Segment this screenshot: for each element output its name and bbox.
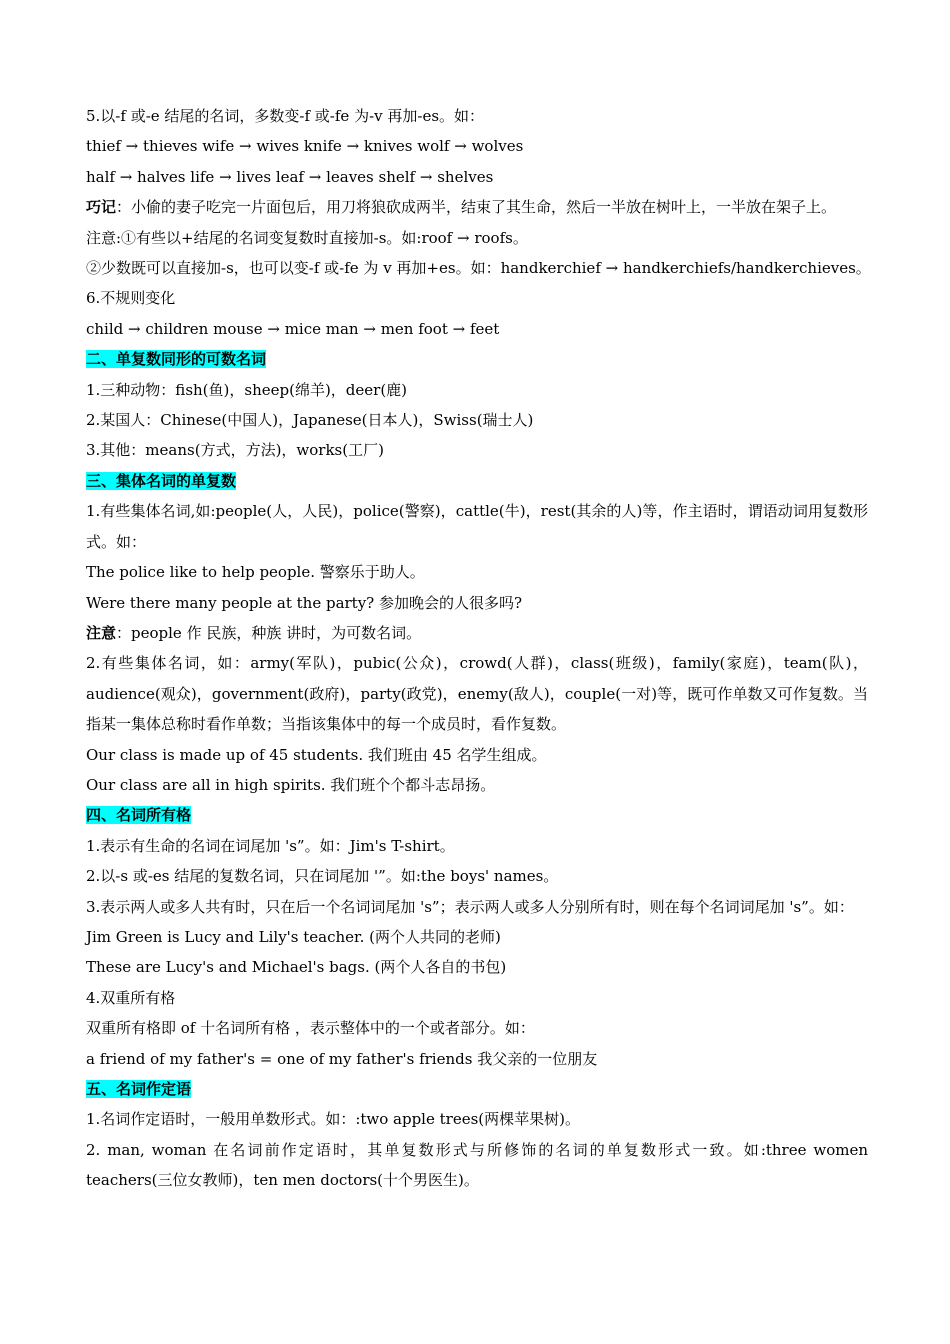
- example-sentence: Our class is made up of 45 students. 我们班由 45 名学生组成。: [86, 745, 547, 764]
- text-line: thief → thieves wife → wives knife → knives wolf → wolves: [86, 137, 524, 156]
- note-text: ：people 作 民族，种族 讲时，为可数名词。: [116, 623, 422, 642]
- mnemonic-label: 巧记: [86, 198, 117, 217]
- text-line: 3.其他：means(方式，方法)，works(工厂): [86, 441, 384, 460]
- text-line: ②少数既可以直接加-s，也可以变-f 或-fe 为 v 再加+es。如：handkerchief → handkerchiefs/handkerchieves。: [86, 259, 871, 278]
- section-heading-4: 四、名词所有格: [86, 806, 192, 825]
- example-sentence: Were there many people at the party? 参加晚会的人很多吗?: [86, 593, 523, 612]
- mnemonic-text: ：小偷的妻子吃完一片面包后，用刀将狼砍成两半，结束了其生命，然后一半放在树叶上，一半放在架子上。: [116, 198, 837, 217]
- section-heading-5: 五、名词作定语: [86, 1080, 192, 1098]
- example-sentence: Our class are all in high spirits. 我们班个个都斗志昂扬。: [86, 775, 496, 794]
- text-line: 1.三种动物：fish(鱼)，sheep(绵羊)，deer(鹿): [86, 380, 408, 399]
- mnemonic-paragraph: [86, 192, 868, 222]
- example-sentence: Jim Green is Lucy and Lily's teacher. (两个人共同的老师): [86, 927, 501, 946]
- text-paragraph: 2.有些集体名词，如：army(军队)，pubic(公众)，crowd(人群)，class(班级)，family(家庭)，team(队)，audience(观众)，government(政府)，party(政党)，enemy(敌人)，couple(一对)等，既可作单数又可作复数。当指某一集体总称时看作单数；当指该集体中的每一个成员时，看作复数。: [86, 654, 868, 734]
- example-sentence: The police like to help people. 警察乐于助人。: [86, 563, 425, 582]
- text-line: 2.以-s 或-es 结尾的复数名词，只在词尾加 '”。如:the boys' names。: [86, 867, 559, 886]
- text-paragraph: 3.表示两人或多人共有时，只在后一个名词词尾加 's”；表示两人或多人分别所有时，则在每个名词词尾加 's”。如：: [86, 897, 854, 916]
- text-paragraph: 2. man, woman 在名词前作定语时，其单复数形式与所修饰的名词的单复数形式一致。如:three women teachers(三位女教师)，ten men doctors(十个男医生)。: [86, 1140, 868, 1190]
- text-line: 1.表示有生命的名词在词尾加 's”。如：Jim's T-shirt。: [86, 836, 455, 855]
- text-line: 4.双重所有格: [86, 988, 176, 1007]
- example-sentence: a friend of my father's = one of my father's friends 我父亲的一位朋友: [86, 1049, 598, 1068]
- text-line: 双重所有格即 of 十名词所有格 ，表示整体中的一个或者部分。如：: [86, 1019, 535, 1038]
- text-line: 5.以-f 或-e 结尾的名词，多数变-f 或-fe 为-v 再加-es。如：: [86, 107, 485, 125]
- text-line: half → halves life → lives leaf → leaves shelf → shelves: [86, 167, 494, 186]
- text-paragraph: 1.有些集体名词,如:people(人，人民)，police(警察)，cattle(牛)，rest(其余的人)等，作主语时，谓语动词用复数形式。如：: [86, 502, 868, 551]
- section-heading-2: 二、单复数同形的可数名词: [86, 350, 267, 369]
- note-label: 注意: [86, 623, 117, 642]
- text-line: 1.名词作定语时，一般用单数形式。如：:two apple trees(两棵苹果树)。: [86, 1110, 580, 1129]
- section-heading-3: 三、集体名词的单复数: [86, 471, 237, 490]
- document-page: [86, 101, 871, 1196]
- text-line: 6.不规则变化: [86, 289, 176, 308]
- note-line: [86, 618, 868, 648]
- example-sentence: These are Lucy's and Michael's bags. (两个人各自的书包): [86, 958, 507, 977]
- text-line: child → children mouse → mice man → men foot → feet: [86, 319, 500, 338]
- text-line: 注意:①有些以+结尾的名词变复数时直接加-s。如:roof → roofs。: [86, 228, 528, 247]
- text-line: 2.某国人：Chinese(中国人)，Japanese(日本人)，Swiss(瑞士人): [86, 411, 534, 430]
